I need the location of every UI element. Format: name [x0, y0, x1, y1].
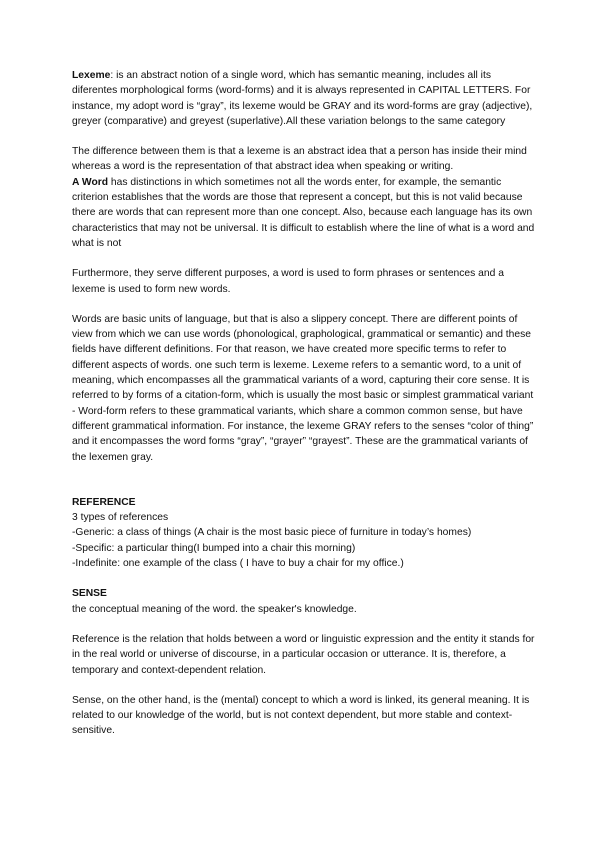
words-units-paragraph: Words are basic units of language, but that is also a slippery concept. There are different points of view from which we can use words (phonological, graphological, grammatical or semantic) and these fields have different definitions. For that reason, we have created more specific terms to refer to different aspects of words. one such term is lexeme. Lexeme refers to a semantic word, to a unit of meaning, which encompasses all the grammatical variants of a word, capturing their core sense. It is referred to by forms of a citation-form, which is usually the most basic or simplest grammatical variant - Word-form refers to these grammatical variants, which share a common common sense, but have different grammatical information. For instance, the lexeme GRAY refers to the senses “color of thing” and it encompasses the word forms “gray”, “grayer” “grayest”. These are the grammatical variants of the lexemen gray. [72, 313, 534, 463]
reference-heading: REFERENCE [72, 496, 136, 508]
spacer [72, 129, 538, 144]
word-definition: has distinctions in which sometimes not all the words enter, for example, the semantic criterion establishes that the words are those that represent a concept, but this is not valid because there are words that can represent more than one concept. Also, because each language has its own characteristics that may not be universal. It is difficult to establish where the line of what is a word and what is not [72, 176, 535, 249]
lexeme-term: Lexeme [72, 70, 111, 81]
spacer [72, 617, 538, 632]
spacer [72, 678, 538, 693]
reference-relation-paragraph: Reference is the relation that holds between a word or linguistic expression and the entity it stands for in the real world or universe of discourse, in a particular occasion or utterance. It is, therefore, a temporary and context-dependent relation. [72, 633, 535, 676]
difference-paragraph: The difference between them is that a lexeme is an abstract idea that a person has inside their mind whereas a word is the representation of that abstract idea when speaking or writing. [72, 146, 527, 173]
reference-item-specific: -Specific: a particular thing(I bumped into a chair this morning) [72, 542, 356, 554]
sense-intro: the conceptual meaning of the word. the speaker's knowledge. [72, 603, 357, 615]
word-term: A Word [72, 176, 109, 188]
sense-concept-paragraph: Sense, on the other hand, is the (mental) concept to which a word is linked, its general meaning. It is related to our knowledge of the world, but is not context dependent, but more stable and context-sensitive. [72, 694, 530, 737]
purposes-paragraph: Furthermore, they serve different purposes, a word is used to form phrases or sentences and a lexeme is used to form new words. [72, 268, 504, 295]
reference-item-indefinite: -Indefinite: one example of the class ( I have to buy a chair for my office.) [72, 558, 404, 570]
spacer [72, 251, 538, 266]
lexeme-paragraph [72, 68, 538, 129]
sense-heading: SENSE [72, 588, 107, 600]
spacer [72, 297, 538, 312]
reference-intro: 3 types of references [72, 512, 169, 524]
reference-item-generic: -Generic: a class of things (A chair is the most basic piece of furniture in today’s homes) [72, 527, 472, 539]
spacer [72, 465, 538, 495]
word-paragraph [72, 175, 538, 251]
spacer [72, 571, 538, 586]
lexeme-definition: : is an abstract notion of a single word, which has semantic meaning, includes all its diferentes morphological forms (word-forms) and it is always represented in CAPITAL LETTERS. For instance, my adopt word is “gray”, its lexeme would be GRAY and its word-forms are gray (adjective), greyer (comparative) and greyest (superlative).All these variation belongs to the same category [72, 70, 533, 127]
